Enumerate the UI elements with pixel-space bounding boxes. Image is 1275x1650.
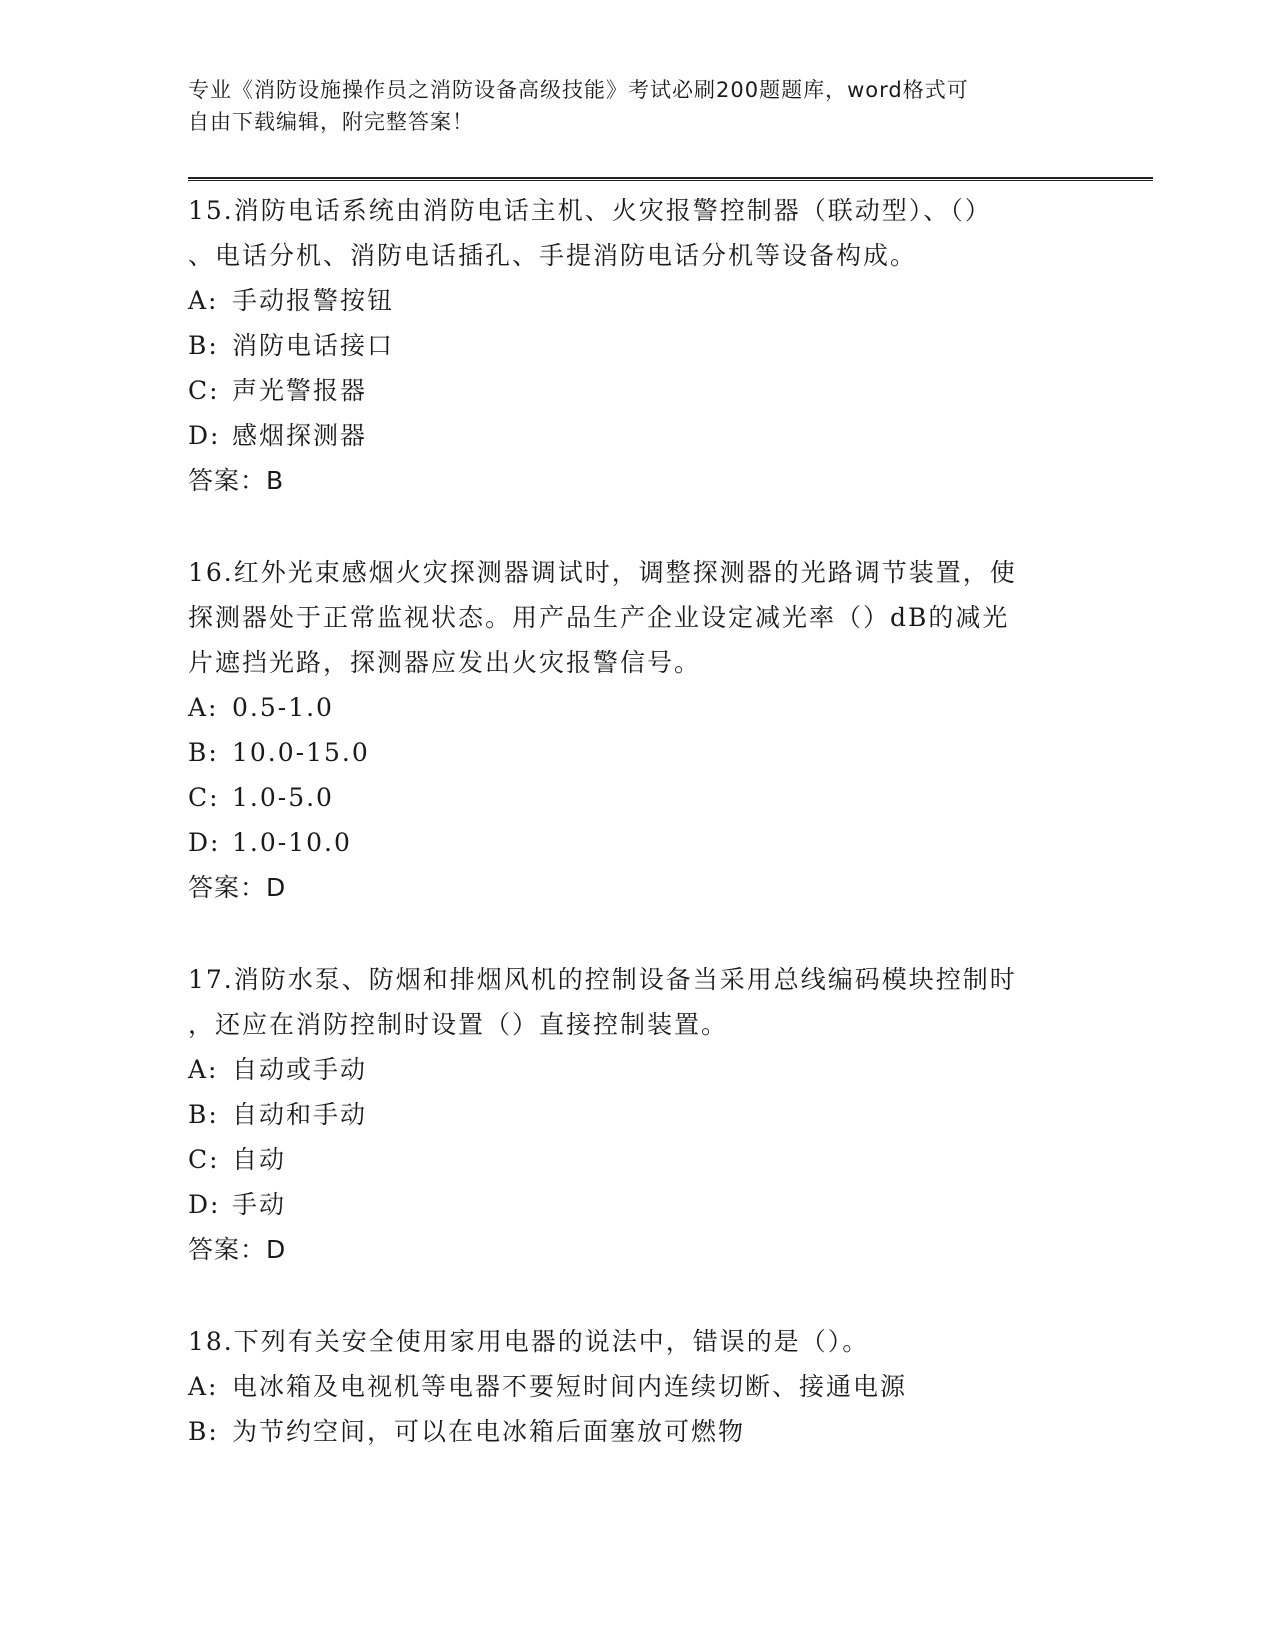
document-header [188, 74, 1068, 138]
option-a [188, 1047, 1088, 1092]
option-letter: A: [188, 286, 219, 315]
question-16 [188, 550, 1088, 910]
option-text: 为节约空间，可以在电冰箱后面塞放可燃物 [232, 1417, 746, 1446]
option-d [188, 820, 1088, 865]
option-d [188, 413, 1088, 458]
question-stem-line: 片遮挡光路，探测器应发出火灾报警信号。 [188, 648, 702, 677]
answer-line [188, 1227, 1088, 1272]
answer-value: D [266, 873, 287, 902]
answer-value: B [266, 466, 285, 495]
question-stem-line: 17.消防水泵、防烟和排烟风机的控制设备当采用总线编码模块控制时 [188, 965, 1017, 994]
option-b [188, 323, 1088, 368]
option-b [188, 1409, 1088, 1454]
option-text: 声光警报器 [232, 376, 368, 405]
option-text: 1.0-10.0 [232, 828, 352, 857]
answer-line [188, 458, 1088, 503]
option-letter: D: [188, 421, 221, 450]
option-letter: B: [188, 1417, 219, 1446]
option-text: 自动和手动 [232, 1100, 368, 1129]
question-stem-line: 15.消防电话系统由消防电话主机、火灾报警控制器（联动型）、（） [188, 196, 992, 225]
answer-value: D [266, 1235, 287, 1264]
option-letter: B: [188, 738, 219, 767]
header-line-2: 自由下载编辑，附完整答案！ [188, 110, 474, 134]
option-letter: C: [188, 783, 220, 812]
option-text: 手动 [232, 1190, 287, 1219]
option-a [188, 278, 1088, 323]
answer-line [188, 865, 1088, 910]
option-letter: B: [188, 1100, 219, 1129]
option-text: 10.0-15.0 [232, 738, 370, 767]
option-letter: C: [188, 1145, 220, 1174]
option-letter: A: [188, 1372, 219, 1401]
option-text: 感烟探测器 [232, 421, 368, 450]
answer-label: 答案： [188, 873, 267, 902]
question-list [188, 188, 1088, 1501]
option-b [188, 1092, 1088, 1137]
option-a [188, 685, 1088, 730]
option-letter: D: [188, 1190, 221, 1219]
question-17 [188, 957, 1088, 1272]
option-b [188, 730, 1088, 775]
question-15 [188, 188, 1088, 503]
option-a [188, 1364, 1088, 1409]
option-c [188, 368, 1088, 413]
header-line-1: 专业《消防设施操作员之消防设备高级技能》考试必刷200题题库，word格式可 [188, 78, 969, 102]
question-18 [188, 1319, 1088, 1454]
question-stem-line: 18.下列有关安全使用家用电器的说法中，错误的是（）。 [188, 1327, 870, 1356]
question-stem-line: 探测器处于正常监视状态。用产品生产企业设定减光率（）dB的减光 [188, 603, 1010, 632]
option-letter: D: [188, 828, 221, 857]
option-c [188, 1137, 1088, 1182]
question-stem-line: ，还应在消防控制时设置（）直接控制装置。 [188, 1010, 729, 1039]
question-stem-line: 16.红外光束感烟火灾探测器调试时，调整探测器的光路调节装置，使 [188, 558, 1017, 587]
option-text: 消防电话接口 [232, 331, 395, 360]
option-text: 1.0-5.0 [232, 783, 334, 812]
option-text: 自动 [232, 1145, 287, 1174]
option-d [188, 1182, 1088, 1227]
header-divider [188, 177, 1153, 181]
option-text: 0.5-1.0 [232, 693, 334, 722]
answer-label: 答案： [188, 1235, 267, 1264]
option-letter: B: [188, 331, 219, 360]
option-text: 自动或手动 [232, 1055, 368, 1084]
option-c [188, 775, 1088, 820]
answer-label: 答案： [188, 466, 267, 495]
question-stem-line: 、电话分机、消防电话插孔、手提消防电话分机等设备构成。 [188, 241, 918, 270]
option-letter: A: [188, 1055, 219, 1084]
option-text: 手动报警按钮 [232, 286, 395, 315]
option-letter: C: [188, 376, 220, 405]
option-text: 电冰箱及电视机等电器不要短时间内连续切断、接通电源 [232, 1372, 908, 1401]
option-letter: A: [188, 693, 219, 722]
